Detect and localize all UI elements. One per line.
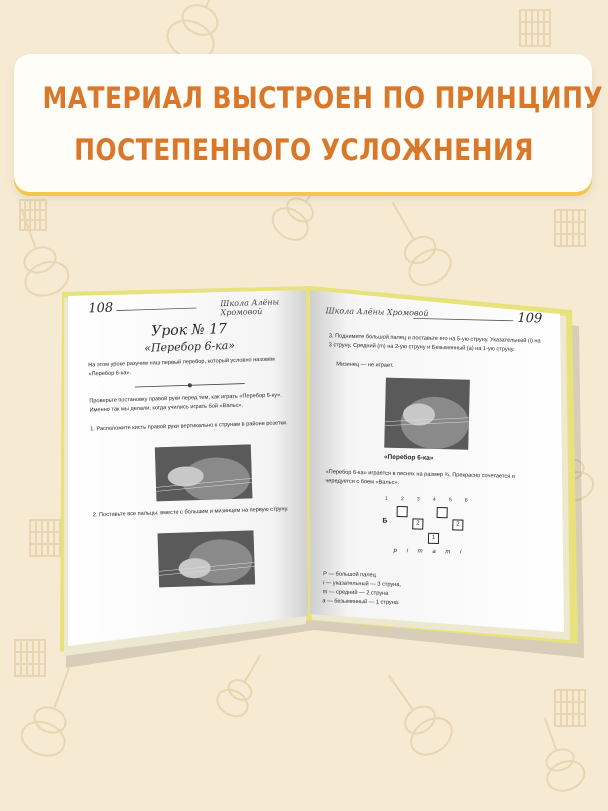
lesson-title: Урок № 17 (150, 321, 228, 340)
legend-line: m — средний — 2 струна (322, 589, 389, 597)
bass-label: Б (382, 517, 388, 525)
divider (135, 381, 245, 390)
right-page-content (310, 292, 554, 638)
pattern-cell: 1 (428, 533, 439, 544)
pattern-cell (437, 507, 448, 518)
step-3-text: 3. Поднимите большой палец и поставьте его на 5-ую струну. Указательный (i) на 3 струну, Средний (m) на 2-ую струну и Безымянный (a) на 1-ую струну. (328, 333, 541, 353)
step-2-text: 2. Поставьте все пальцы, вместе с большим и мизинцем на первую струну. (92, 506, 289, 519)
headline-line-1: МАТЕРИАЛ ВЫСТРОЕН ПО ПРИНЦИПУ (42, 81, 604, 115)
instruction-text: Проверьте постановку правой руки перед тем, как играть «Перебор 6-ку». Именно так мы делали, когда учились играть бой «Вальс». (89, 392, 282, 414)
hand-photo-2 (157, 530, 255, 587)
page-number-right: 109 (517, 310, 543, 327)
legend-line: i — указательный — 3 струна, (322, 580, 402, 589)
header-rule (116, 306, 196, 313)
intro-text: На этом уроке разучим наш первый перебор, который условно назовём «Перебор 6-ка». (88, 356, 275, 378)
pattern-description: «Перебор 6-ка» играется в песнях на размер ¾. Прекрасно сочетается и чередуется с боем «Вальс». (325, 469, 516, 487)
header-rule (413, 316, 513, 322)
pattern-caption: «Перебор 6-ка» (383, 453, 434, 462)
page-number-left: 108 (88, 300, 114, 317)
hand-photo-3 (384, 378, 470, 450)
finger-labels: p i m a m i (393, 547, 466, 556)
left-page-content (70, 289, 317, 636)
running-head-left: Школа Алёны Хромовой (220, 297, 280, 318)
string-number: 1 (384, 495, 388, 502)
pattern-cell: 2 (452, 519, 463, 530)
pattern-cell: 2 (412, 518, 423, 529)
headline-line-2: ПОСТЕПЕННОГО УСЛОЖНЕНИЯ (74, 133, 534, 167)
step-1-text: 1. Расположите кисть правой руки вертикально к струнам в районе розетки. (90, 420, 288, 433)
hand-photo-1 (155, 444, 253, 501)
string-number: 6 (464, 497, 468, 504)
running-head-right: Школа Алёны Хромовой (325, 306, 429, 318)
string-number: 3 (416, 496, 420, 503)
pattern-cell (397, 506, 408, 517)
string-number: 5 (448, 497, 452, 504)
pinky-text: Мизинец — не играет. (336, 361, 394, 369)
picking-diagram (381, 496, 483, 568)
string-number: 4 (432, 496, 436, 503)
string-number: 2 (400, 496, 404, 503)
legend-line: a — безымянный — 1 струна. (322, 598, 400, 607)
lesson-subtitle: «Перебор 6-ка» (144, 338, 236, 355)
legend-line: Р — большой палец (323, 571, 376, 579)
